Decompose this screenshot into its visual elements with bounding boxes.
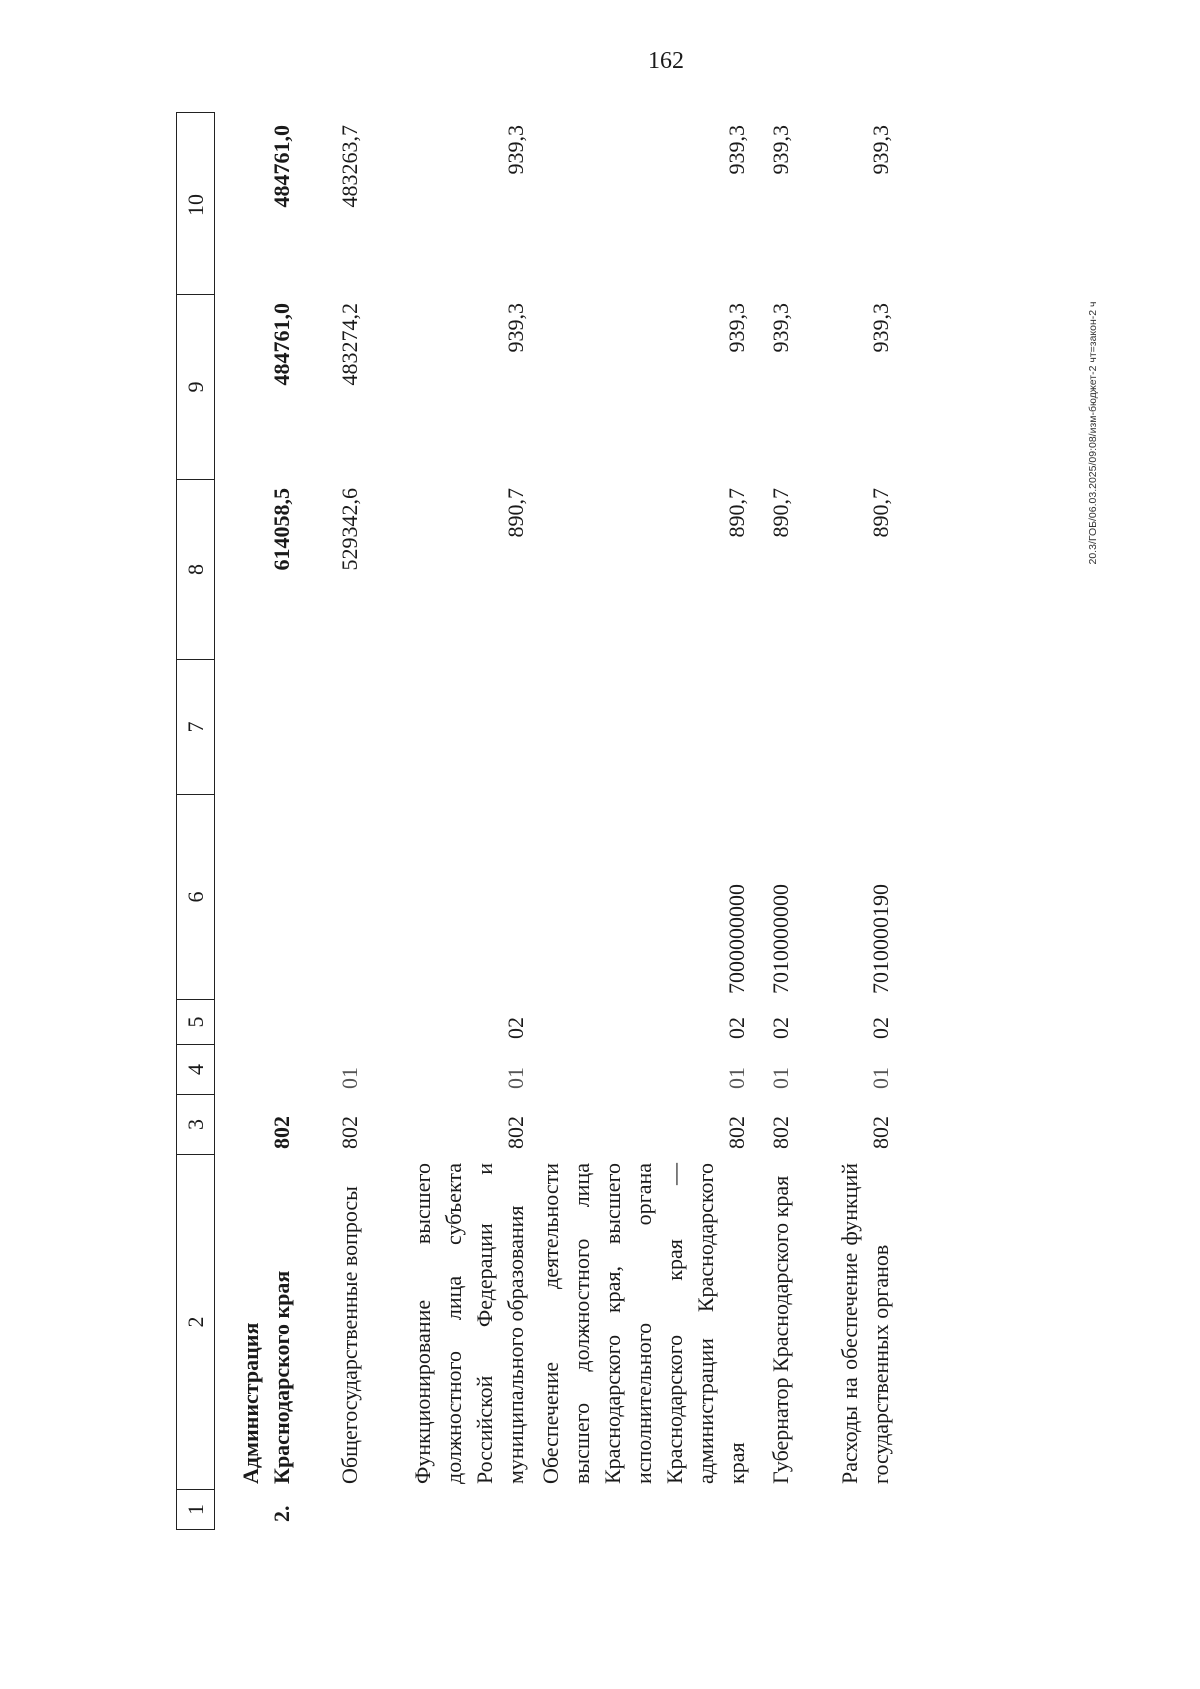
- row-name: Обеспечение деятельности высшего должностного лица Краснодарского края, высшего исполнительного органа Краснодарского края — администрации Краснодарского края: [538, 1163, 749, 1484]
- col-header-7: 7: [177, 659, 214, 794]
- cell-col8: 890,7: [503, 488, 528, 538]
- table-row: [365, 112, 531, 1530]
- cell-col6: 7000000000: [724, 884, 749, 994]
- cell-col6: 7010000000: [768, 884, 793, 994]
- cell-col10: 939,3: [724, 125, 749, 175]
- cell-col5: 02: [768, 1017, 793, 1039]
- cell-col5: 02: [868, 1017, 893, 1039]
- col-header-5: 5: [177, 999, 214, 1044]
- cell-col9: 484761,0: [269, 303, 294, 386]
- row-name: Общегосударственные вопросы: [337, 1186, 362, 1484]
- cell-col3: 802: [768, 1116, 793, 1149]
- col-header-10: 10: [182, 194, 208, 216]
- cell-col10: 939,3: [868, 125, 893, 175]
- cell-col9: 483274,2: [337, 303, 362, 386]
- col-header-2: 2: [177, 1154, 214, 1489]
- row-name: Администрация Краснодарского края: [238, 1270, 294, 1484]
- cell-col10: 483263,7: [337, 125, 362, 208]
- cell-col10: 484761,0: [269, 125, 294, 208]
- row-name: Расходы на обеспечение функций государственных органов: [837, 1163, 893, 1484]
- cell-col8: 890,7: [768, 488, 793, 538]
- cell-col4: 01: [337, 1067, 362, 1089]
- row-name: Губернатор Краснодарского края: [768, 1175, 793, 1484]
- col-header-9: 9: [177, 294, 214, 479]
- cell-col8: 890,7: [724, 488, 749, 538]
- cell-col3: 802: [503, 1116, 528, 1149]
- row-number: 2.: [269, 1505, 294, 1522]
- cell-col3: 802: [337, 1116, 362, 1149]
- cell-col9: 939,3: [724, 303, 749, 353]
- col-header-8: 8: [177, 479, 214, 659]
- col-header-6: 6: [177, 794, 214, 999]
- cell-col8: 614058,5: [269, 488, 294, 571]
- table-row: [215, 112, 297, 1530]
- cell-col3: 802: [724, 1116, 749, 1149]
- cell-col9: 939,3: [503, 303, 528, 353]
- cell-col5: 02: [724, 1017, 749, 1039]
- cell-col4: 01: [868, 1067, 893, 1089]
- cell-col10: 939,3: [768, 125, 793, 175]
- cell-col6: 7010000190: [868, 884, 893, 994]
- cell-col10: 939,3: [503, 125, 528, 175]
- col-header-3: 3: [177, 1094, 214, 1154]
- col-header-1: 1: [177, 1489, 214, 1529]
- cell-col9: 939,3: [768, 303, 793, 353]
- table-row: [297, 112, 365, 1530]
- table-header: [176, 112, 215, 1530]
- cell-col9: 939,3: [868, 303, 893, 353]
- table-row: [531, 112, 749, 1530]
- cell-col4: 01: [503, 1067, 528, 1089]
- cell-col8: 890,7: [868, 488, 893, 538]
- table-row: [796, 112, 896, 1530]
- row-name: Функционирование высшего должностного лица субъекта Российской Федерации и муниципального образования: [410, 1163, 528, 1484]
- cell-col3: 802: [269, 1116, 294, 1149]
- cell-col4: 01: [724, 1067, 749, 1089]
- page-number: 162: [648, 48, 684, 74]
- cell-col8: 529342,6: [337, 488, 362, 571]
- cell-col4: 01: [768, 1067, 793, 1089]
- col-header-4: 4: [177, 1044, 214, 1094]
- budget-table: [176, 112, 936, 1530]
- cell-col5: 02: [503, 1017, 528, 1039]
- footer-stamp: 20.3/ГОБ/06.03.2025/09:08/изм-бюджет-2 чт=закон-2 ч: [1087, 301, 1099, 565]
- cell-col3: 802: [868, 1116, 893, 1149]
